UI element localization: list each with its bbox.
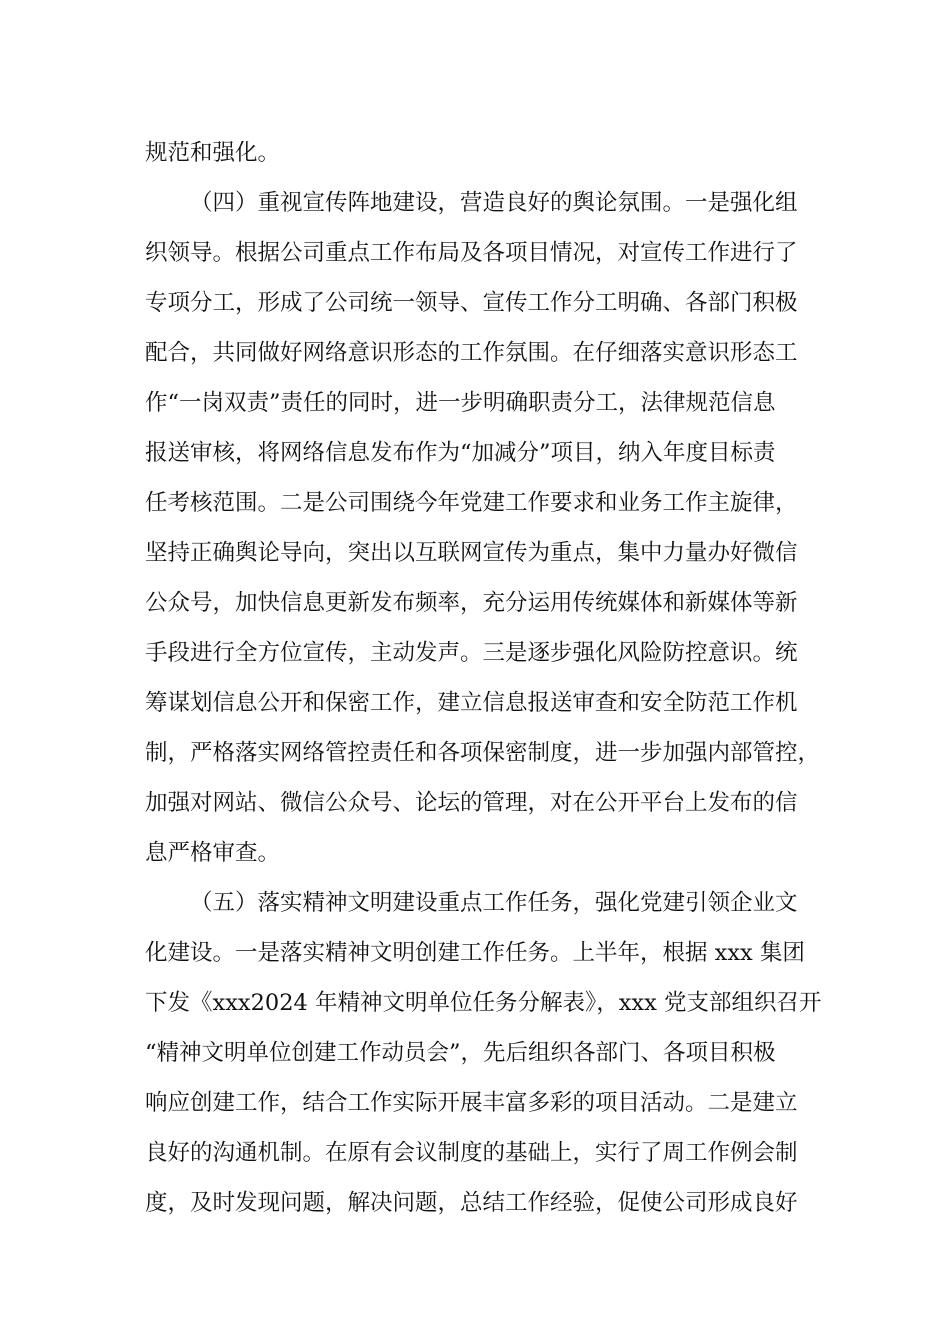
text-line: “精神文明单位创建工作动员会”，先后组织各部门、各项目积极 bbox=[145, 1040, 776, 1066]
text-line: 规范和强化。 bbox=[145, 140, 281, 166]
text-line: 作“一岗双责”责任的同时，进一步明确职责分工，法律规范信息 bbox=[145, 390, 776, 416]
paragraph-heading-line: （四）重视宣传阵地建设，营造良好的舆论氛围。一是强化组 bbox=[190, 190, 798, 216]
text-line: 配合，共同做好网络意识形态的工作氛围。在仔细落实意识形态工 bbox=[145, 340, 798, 366]
text-line: 化建设。一是落实精神文明创建工作任务。上半年，根据 xxx 集团 bbox=[145, 940, 805, 966]
text-line: 坚持正确舆论导向，突出以互联网宣传为重点，集中力量办好微信 bbox=[145, 540, 798, 566]
text-line: 公众号，加快信息更新发布频率，充分运用传统媒体和新媒体等新 bbox=[145, 590, 798, 616]
text-line: 报送审核，将网络信息发布作为“加减分”项目，纳入年度目标责 bbox=[145, 440, 776, 466]
text-line: 手段进行全方位宣传，主动发声。三是逐步强化风险防控意识。统 bbox=[145, 640, 798, 666]
text-line: 良好的沟通机制。在原有会议制度的基础上，实行了周工作例会制 bbox=[145, 1140, 798, 1166]
text-line: 度，及时发现问题，解决问题，总结工作经验，促使公司形成良好 bbox=[145, 1190, 798, 1216]
text-line: 织领导。根据公司重点工作布局及各项目情况，对宣传工作进行了 bbox=[145, 240, 798, 266]
text-line: 任考核范围。二是公司围绕今年党建工作要求和业务工作主旋律， bbox=[145, 490, 798, 516]
paragraph-heading-line: （五）落实精神文明建设重点工作任务，强化党建引领企业文 bbox=[190, 890, 798, 916]
text-line: 息严格审查。 bbox=[145, 840, 281, 866]
text-line: 下发《xxx2024 年精神文明单位任务分解表》，xxx 党支部组织召开 bbox=[145, 990, 822, 1016]
text-line: 专项分工，形成了公司统一领导、宣传工作分工明确、各部门积极 bbox=[145, 290, 798, 316]
text-line: 筹谋划信息公开和保密工作，建立信息报送审查和安全防范工作机 bbox=[145, 690, 798, 716]
text-line: 加强对网站、微信公众号、论坛的管理，对在公开平台上发布的信 bbox=[145, 790, 798, 816]
text-line: 制，严格落实网络管控责任和各项保密制度，进一步加强内部管控， bbox=[145, 740, 821, 766]
text-line: 响应创建工作，结合工作实际开展丰富多彩的项目活动。二是建立 bbox=[145, 1090, 798, 1116]
